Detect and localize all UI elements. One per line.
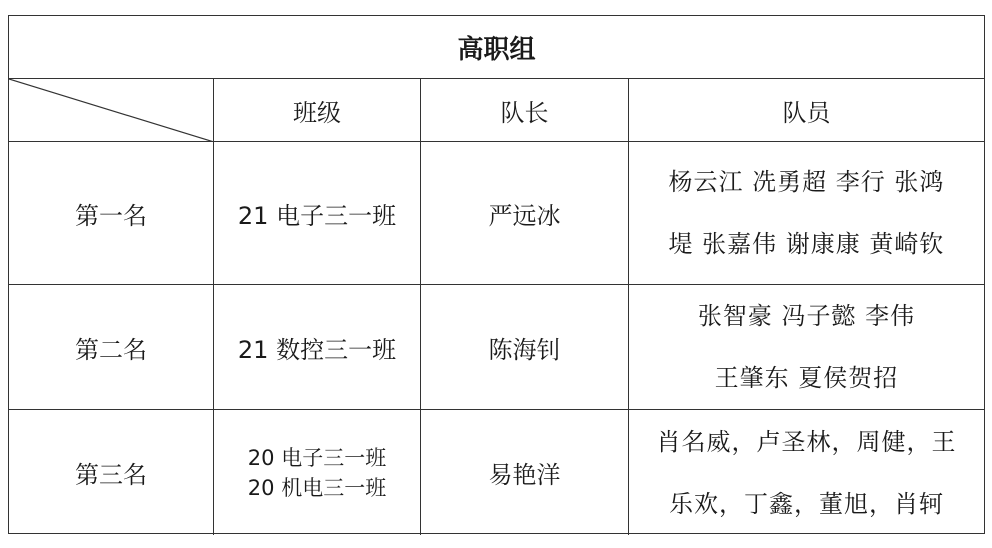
class-cell (214, 142, 421, 284)
member-line: 张智豪 冯子懿 李伟 (697, 302, 916, 330)
captain-cell: 严远冰 (421, 142, 629, 284)
diagonal-line (9, 79, 214, 142)
header-class: 班级 (214, 79, 421, 141)
header-members: 队员 (782, 98, 831, 127)
captain-cell: 陈海钊 (421, 285, 629, 409)
members-cell (629, 410, 984, 535)
table-row (9, 285, 984, 410)
class-line: 21 电子三一班 (237, 201, 397, 230)
member-line: 肖名威，卢圣林，周健，王 (656, 427, 957, 456)
class-line: 21 数控三一班 (237, 335, 397, 364)
members-cell (629, 285, 984, 409)
captain-cell: 易艳洋 (421, 410, 629, 535)
table-header-row (9, 79, 984, 142)
rank-cell: 第一名 (9, 142, 214, 284)
table-row (9, 410, 984, 535)
rank-cell: 第三名 (9, 410, 214, 535)
member-line: 杨云江 冼勇超 李行 张鸿 (668, 168, 945, 196)
table-title: 高职组 (457, 34, 536, 65)
class-line: 20 电子三一班 (247, 445, 387, 470)
members-cell (629, 142, 984, 284)
member-line: 乐欢，丁鑫，董旭，肖轲 (669, 489, 944, 518)
member-line: 堤 张嘉伟 谢康康 黄崎钦 (668, 230, 945, 258)
table-title-row (9, 16, 984, 79)
table-row (9, 142, 984, 285)
results-table (8, 15, 985, 534)
rank-cell: 第二名 (9, 285, 214, 409)
member-line: 王肇东 夏侯贺招 (714, 364, 899, 392)
class-cell (214, 285, 421, 409)
header-diagonal-cell (9, 79, 214, 141)
class-line: 20 机电三一班 (247, 475, 387, 500)
header-captain: 队长 (421, 79, 629, 141)
class-cell (214, 410, 421, 535)
